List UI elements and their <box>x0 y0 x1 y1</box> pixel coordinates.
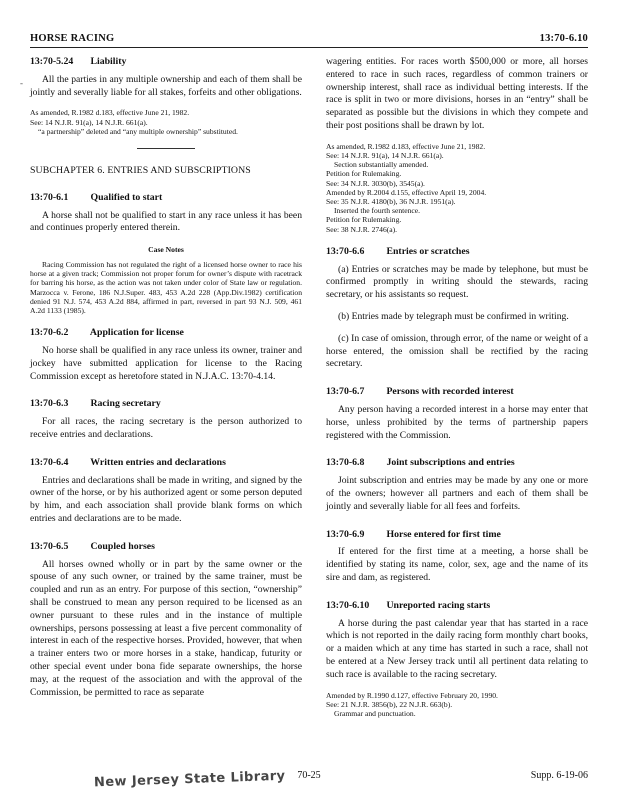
section-number: 13:70-6.3 <box>30 398 69 410</box>
page-number: 70-25 <box>297 770 321 781</box>
section-title: Written entries and declarations <box>90 456 226 468</box>
section-title: Entries or scratches <box>386 245 470 257</box>
section-number: 13:70-6.10 <box>326 599 370 611</box>
section-number: 13:70-6.8 <box>326 457 365 469</box>
section-title: Persons with recorded interest <box>386 386 514 398</box>
section-heading <box>326 386 588 399</box>
history-line: See: 14 N.J.R. 91(a), 14 N.J.R. 661(a). <box>326 150 444 160</box>
subsection-a: (a) Entries or scratches may be made by telephone, but must be confirmed promptly in writing should the stewards, racing secretary, or his assistants so request. <box>326 263 588 301</box>
section-text: If entered for the first time at a meeting, a horse shall be identified by stating its name, color, sex, age and the name of its sire and dam, as registered. <box>326 546 588 583</box>
history-line: See: 34 N.J.R. 3030(b), 3545(a). <box>326 178 425 188</box>
history-line: As amended, R.1982 d.183, effective June 21, 1982. <box>30 108 190 118</box>
history-line: “a partnership” deleted and “any multiple ownership” substituted. <box>38 126 238 136</box>
history-line: See: 21 N.J.R. 3856(b), 22 N.J.R. 663(b). <box>326 699 453 709</box>
subsection-c: (c) In case of omission, through error, of the name or weight of a horse entered, the omission shall be rectified by the racing secretary. <box>326 332 588 370</box>
history-line: Petition for Rulemaking. <box>326 169 402 179</box>
section-text: Any person having a recorded interest in a horse may enter that horse, unless prohibited by the terms of partnership papers registered with the Commission. <box>326 403 588 441</box>
section-heading <box>326 529 588 542</box>
history-line: As amended, R.1982 d.183, effective June 21, 1982. <box>326 141 486 151</box>
section-heading <box>30 327 302 340</box>
section-text: Entries and declarations shall be made in writing, and signed by the owner of the horse, or by his authorized agent or some person deputed by him, and each association shall provide blank forms on which entries and declarations are to be made. <box>30 474 302 524</box>
section-title: Joint subscriptions and entries <box>386 457 515 469</box>
right-column <box>326 56 588 730</box>
section-title: Coupled horses <box>90 540 155 552</box>
section-heading <box>30 398 302 411</box>
section-number: 13:70-6.1 <box>30 191 69 203</box>
section-title: Unreported racing starts <box>386 599 491 611</box>
running-header <box>30 31 588 48</box>
history-note <box>326 142 588 234</box>
page-footer <box>30 768 588 788</box>
history-line: Grammar and punctuation. <box>334 708 416 718</box>
section-number: 13:70-5.24 <box>30 56 74 67</box>
section-text: A horse during the past calendar year that has started in a race which is not reported in the daily racing form monthly chart books, or a maiden which at any time has started in such a race, shall not be entered at a New Jersey track until all pertinent data relating to such race is available to the racing secretary. <box>326 617 588 680</box>
section-text: Joint subscription and entries may be made by any one or more of the owners; however all partners and each of them shall be jointly and severally liable for all fees and forfeits. <box>326 475 588 512</box>
section-text: No horse shall be qualified in any race unless its owner, trainer and jockey have submitted application for license to the Racing Commission except as heretofore stated in N.J.A.C. 13:70-4.14. <box>30 345 302 382</box>
section-heading <box>30 541 302 554</box>
section-title: Liability <box>90 56 127 67</box>
section-text: For all races, the racing secretary is the person authorized to receive entries and declarations. <box>30 416 302 440</box>
section-text: All horses owned wholly or in part by the same owner or the spouse of any such owner, or trained by the same trainer, must be coupled and run as an entry. For purpose of this section, “ownership” shall be construed to mean any person required to be licensed as an owner pursuant to these rules and in the instance of multiple ownerships, persons possessing at least a five percent commonality of interest in each of the respective horses. Provided, however, that when a trainer enters two or more horses in a stake, handicap, futurity or other special event under bona fide separate ownerships, the horse may, at the request of the association and with the approval of the Commission, be permitted to race as separate <box>30 558 302 698</box>
section-title: Racing secretary <box>90 398 161 410</box>
section-text-continued: wagering entities. For races worth $500,000 or more, all horses entered to race in such races, regardless of common trainers or ownership interest, shall race as individual betting interests. If the race is split in two or more divisions, horses in an “entry” shall be separated as possible but the divisions in which they compete and their post positions shall be drawn by lot. <box>326 56 588 131</box>
section-number: 13:70-6.9 <box>326 528 365 540</box>
section-divider <box>137 148 195 149</box>
subchapter-heading: SUBCHAPTER 6. ENTRIES AND SUBSCRIPTIONS <box>30 165 251 176</box>
section-heading <box>326 457 588 470</box>
section-title: Application for license <box>89 327 184 339</box>
history-line: Petition for Rulemaking. <box>326 215 402 225</box>
section-heading <box>326 246 588 259</box>
section-number: 13:70-6.7 <box>326 386 365 398</box>
section-heading <box>326 600 588 613</box>
history-line: See: 14 N.J.R. 91(a), 14 N.J.R. 661(a). <box>30 117 148 127</box>
supplement-date: Supp. 6-19-06 <box>530 770 588 781</box>
margin-mark: - <box>20 78 23 88</box>
section-heading <box>30 192 302 205</box>
history-note <box>326 691 588 719</box>
section-heading <box>30 457 302 470</box>
subsection-b: (b) Entries made by telegraph must be confirmed in writing. <box>338 311 569 322</box>
history-line: See: 38 N.J.R. 2746(a). <box>326 224 398 234</box>
left-column <box>30 56 302 708</box>
section-number: 13:70-6.5 <box>30 540 69 552</box>
section-number: 13:70-6.2 <box>30 327 69 339</box>
case-notes-heading: Case Notes <box>148 245 184 255</box>
history-line: See: 35 N.J.R. 4180(b), 36 N.J.R. 1951(a). <box>326 197 456 206</box>
section-number: 13:70-6.4 <box>30 456 69 468</box>
section-title: Qualified to start <box>90 191 163 203</box>
header-title: HORSE RACING <box>30 33 115 44</box>
history-note <box>30 108 302 136</box>
history-line: Amended by R.1990 d.127, effective February 20, 1990. <box>326 690 498 700</box>
header-section-number: 13:70-6.10 <box>539 33 588 44</box>
library-stamp: New Jersey State Library <box>93 768 286 791</box>
history-line: Amended by R.2004 d.155, effective April 19, 2004. <box>326 187 487 197</box>
section-text: All the parties in any multiple ownership and each of them shall be jointly and severally liable for all stakes, forfeits and other obligations. <box>30 73 302 98</box>
history-line: Inserted the fourth sentence. <box>334 206 421 216</box>
history-line: Section substantially amended. <box>334 160 429 170</box>
case-notes-text: Racing Commission has not regulated the right of a licensed horse owner to race his horse at a given track; Commission not proper forum for owner’s dispute with racetrack for barring his horse, as the action was not taken under color of State law or regulation. Marzocca v. Ferone, 186 N.J.Super. 483, 453 A.2d 228 (App.Div.1982) certification denied 91 N.J. 574, 453 A.2d 884, affirmed in part, reversed in part 93 N.J. 509, 461 A.2d 1133 (1985). <box>30 259 302 315</box>
section-number: 13:70-6.6 <box>326 245 365 257</box>
section-heading <box>30 56 302 69</box>
section-text: A horse shall not be qualified to start in any race unless it has been and continues properly entered therein. <box>30 209 302 234</box>
section-title: Horse entered for first time <box>386 528 501 540</box>
